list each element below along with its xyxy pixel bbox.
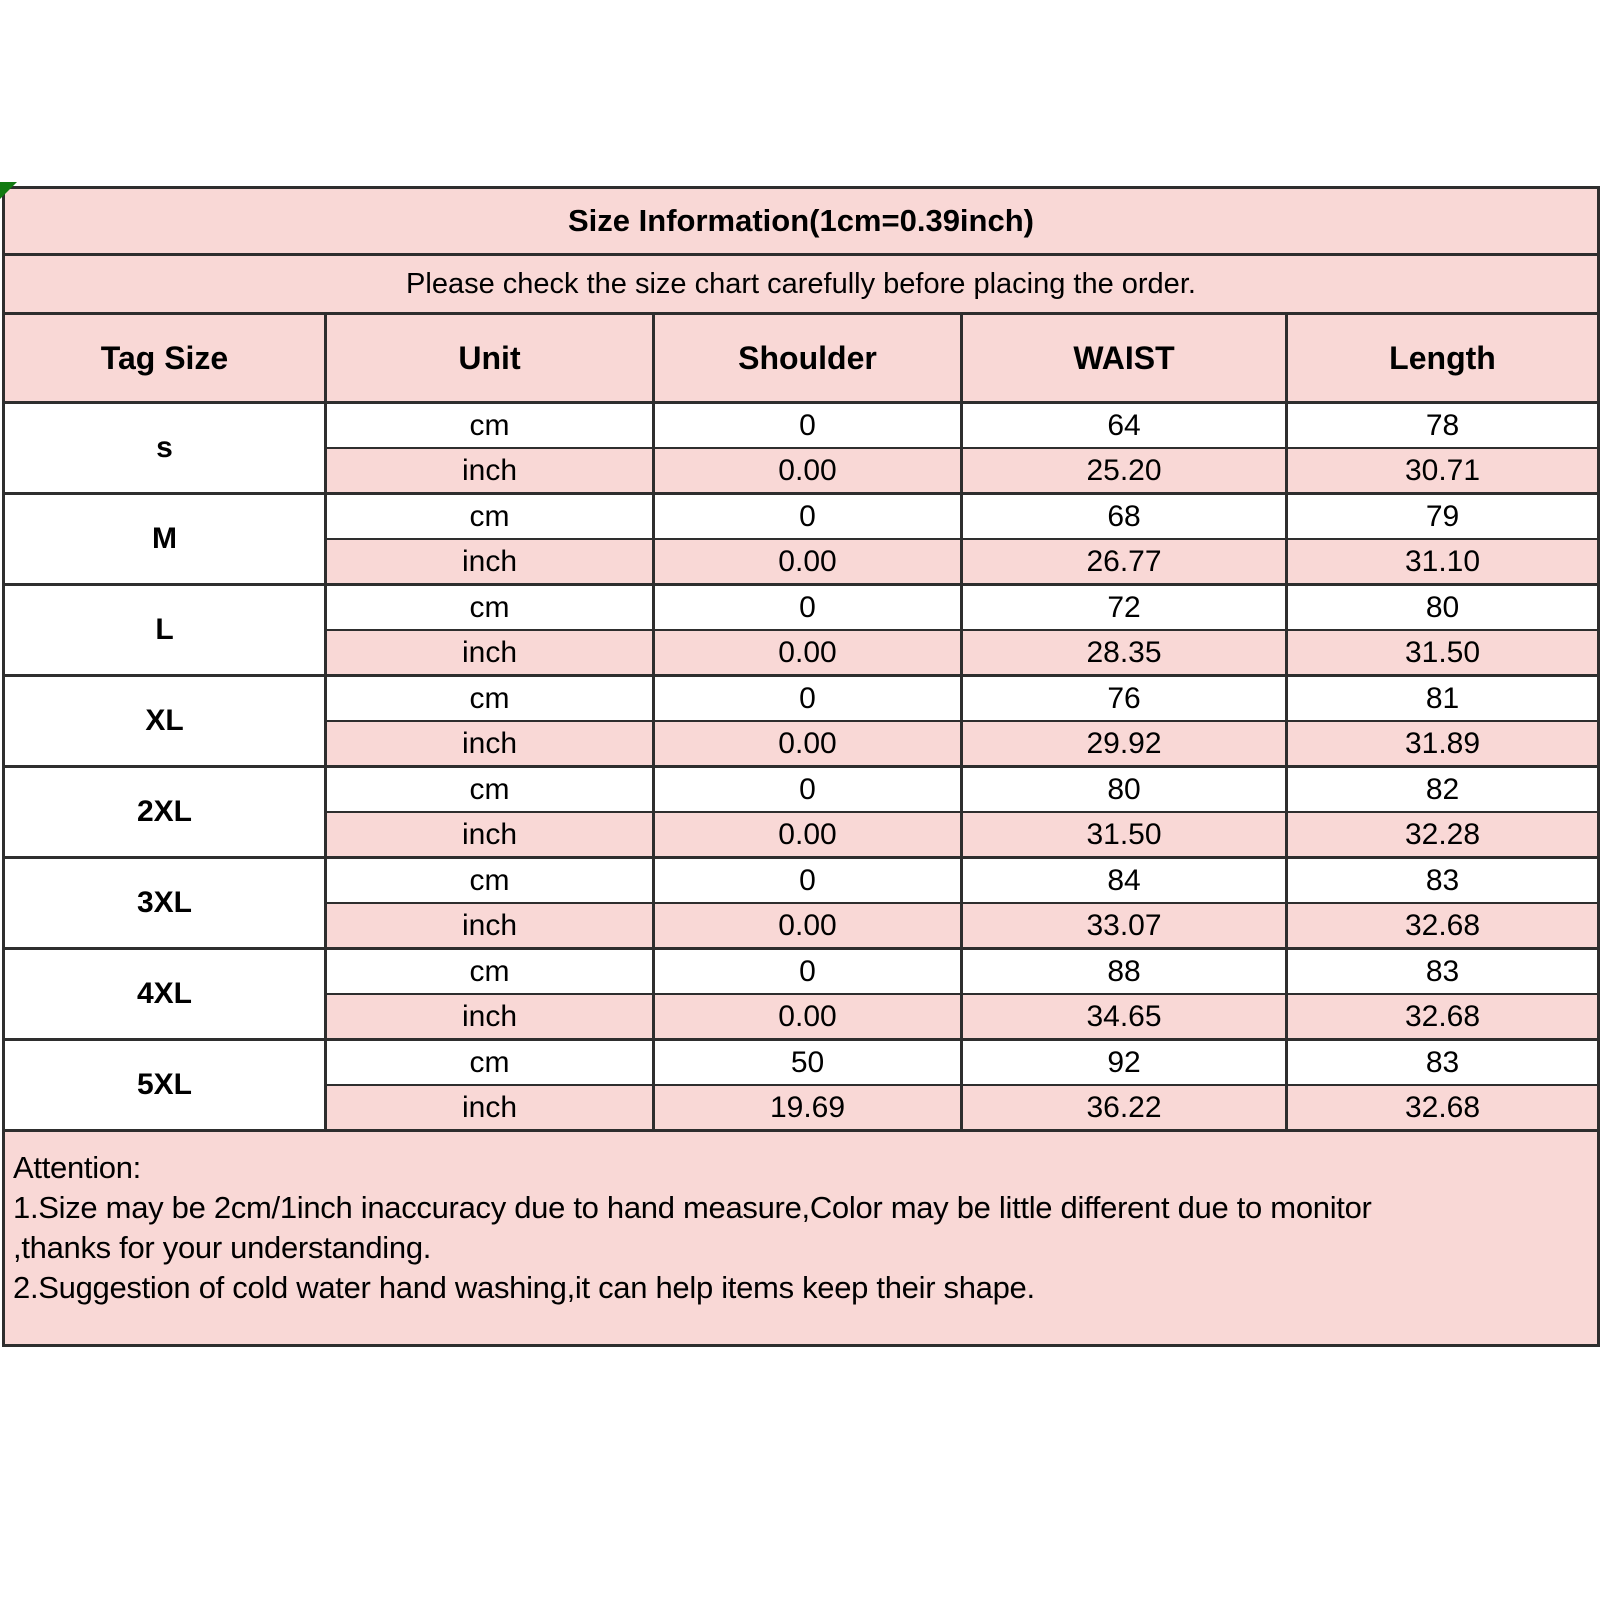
waist-value-cell: 28.35 <box>962 630 1287 676</box>
size-row-s-cm <box>4 403 1599 449</box>
waist-value-cell: 76 <box>962 676 1287 722</box>
shoulder-value-cell: 0.00 <box>654 994 962 1040</box>
attention-line: 2.Suggestion of cold water hand washing,it can help items keep their shape. <box>13 1270 1035 1305</box>
size-label-cell: M <box>4 494 326 585</box>
length-value-cell: 78 <box>1287 403 1599 449</box>
header-waist: WAIST <box>962 314 1287 403</box>
size-row-5xl-cm <box>4 1040 1599 1086</box>
shoulder-value-cell: 0 <box>654 585 962 631</box>
size-label-cell: L <box>4 585 326 676</box>
waist-value-cell: 92 <box>962 1040 1287 1086</box>
unit-cell: inch <box>326 721 654 767</box>
unit-cell: inch <box>326 812 654 858</box>
length-value-cell: 31.89 <box>1287 721 1599 767</box>
length-value-cell: 83 <box>1287 858 1599 904</box>
size-chart-sheet <box>2 186 1597 1347</box>
unit-cell: cm <box>326 494 654 540</box>
waist-value-cell: 25.20 <box>962 448 1287 494</box>
waist-value-cell: 80 <box>962 767 1287 813</box>
size-chart-subtitle: Please check the size chart carefully before placing the order. <box>4 255 1599 314</box>
length-value-cell: 83 <box>1287 949 1599 995</box>
size-label-cell: 2XL <box>4 767 326 858</box>
header-unit: Unit <box>326 314 654 403</box>
shoulder-value-cell: 0.00 <box>654 630 962 676</box>
shoulder-value-cell: 0 <box>654 767 962 813</box>
shoulder-value-cell: 0 <box>654 858 962 904</box>
waist-value-cell: 29.92 <box>962 721 1287 767</box>
header-shoulder: Shoulder <box>654 314 962 403</box>
waist-value-cell: 68 <box>962 494 1287 540</box>
unit-cell: cm <box>326 858 654 904</box>
header-row <box>4 314 1599 403</box>
size-label-cell: 3XL <box>4 858 326 949</box>
length-value-cell: 32.68 <box>1287 994 1599 1040</box>
unit-cell: cm <box>326 676 654 722</box>
length-value-cell: 82 <box>1287 767 1599 813</box>
header-length: Length <box>1287 314 1599 403</box>
shoulder-value-cell: 19.69 <box>654 1085 962 1131</box>
header-tag-size: Tag Size <box>4 314 326 403</box>
shoulder-value-cell: 50 <box>654 1040 962 1086</box>
size-row-xl-cm <box>4 676 1599 722</box>
size-row-4xl-cm <box>4 949 1599 995</box>
length-value-cell: 31.50 <box>1287 630 1599 676</box>
size-chart-table <box>2 186 1600 1347</box>
attention-heading: Attention: <box>13 1150 141 1185</box>
unit-cell: inch <box>326 903 654 949</box>
attention-line: ,thanks for your understanding. <box>13 1230 432 1265</box>
waist-value-cell: 33.07 <box>962 903 1287 949</box>
waist-value-cell: 34.65 <box>962 994 1287 1040</box>
unit-cell: cm <box>326 585 654 631</box>
length-value-cell: 32.68 <box>1287 903 1599 949</box>
shoulder-value-cell: 0 <box>654 949 962 995</box>
length-value-cell: 32.28 <box>1287 812 1599 858</box>
attention-line: 1.Size may be 2cm/1inch inaccuracy due to hand measure,Color may be little different due to monitor <box>13 1190 1372 1225</box>
shoulder-value-cell: 0 <box>654 494 962 540</box>
length-value-cell: 80 <box>1287 585 1599 631</box>
waist-value-cell: 88 <box>962 949 1287 995</box>
waist-value-cell: 64 <box>962 403 1287 449</box>
unit-cell: cm <box>326 1040 654 1086</box>
size-label-cell: XL <box>4 676 326 767</box>
size-row-3xl-cm <box>4 858 1599 904</box>
waist-value-cell: 26.77 <box>962 539 1287 585</box>
size-chart-title: Size Information(1cm=0.39inch) <box>4 188 1599 255</box>
unit-cell: cm <box>326 949 654 995</box>
length-value-cell: 81 <box>1287 676 1599 722</box>
shoulder-value-cell: 0.00 <box>654 448 962 494</box>
title-row <box>4 188 1599 255</box>
size-row-m-cm <box>4 494 1599 540</box>
shoulder-value-cell: 0.00 <box>654 903 962 949</box>
size-label-cell: 4XL <box>4 949 326 1040</box>
shoulder-value-cell: 0 <box>654 403 962 449</box>
shoulder-value-cell: 0.00 <box>654 812 962 858</box>
waist-value-cell: 36.22 <box>962 1085 1287 1131</box>
size-row-l-cm <box>4 585 1599 631</box>
size-label-cell: s <box>4 403 326 494</box>
length-value-cell: 31.10 <box>1287 539 1599 585</box>
attention-row <box>4 1131 1599 1346</box>
unit-cell: inch <box>326 1085 654 1131</box>
subtitle-row <box>4 255 1599 314</box>
size-label-cell: 5XL <box>4 1040 326 1131</box>
unit-cell: inch <box>326 448 654 494</box>
shoulder-value-cell: 0 <box>654 676 962 722</box>
length-value-cell: 83 <box>1287 1040 1599 1086</box>
unit-cell: inch <box>326 630 654 676</box>
length-value-cell: 30.71 <box>1287 448 1599 494</box>
unit-cell: inch <box>326 994 654 1040</box>
shoulder-value-cell: 0.00 <box>654 539 962 585</box>
length-value-cell: 32.68 <box>1287 1085 1599 1131</box>
waist-value-cell: 31.50 <box>962 812 1287 858</box>
length-value-cell: 79 <box>1287 494 1599 540</box>
shoulder-value-cell: 0.00 <box>654 721 962 767</box>
size-row-2xl-cm <box>4 767 1599 813</box>
waist-value-cell: 72 <box>962 585 1287 631</box>
unit-cell: cm <box>326 403 654 449</box>
unit-cell: cm <box>326 767 654 813</box>
attention-note <box>4 1131 1599 1346</box>
unit-cell: inch <box>326 539 654 585</box>
waist-value-cell: 84 <box>962 858 1287 904</box>
